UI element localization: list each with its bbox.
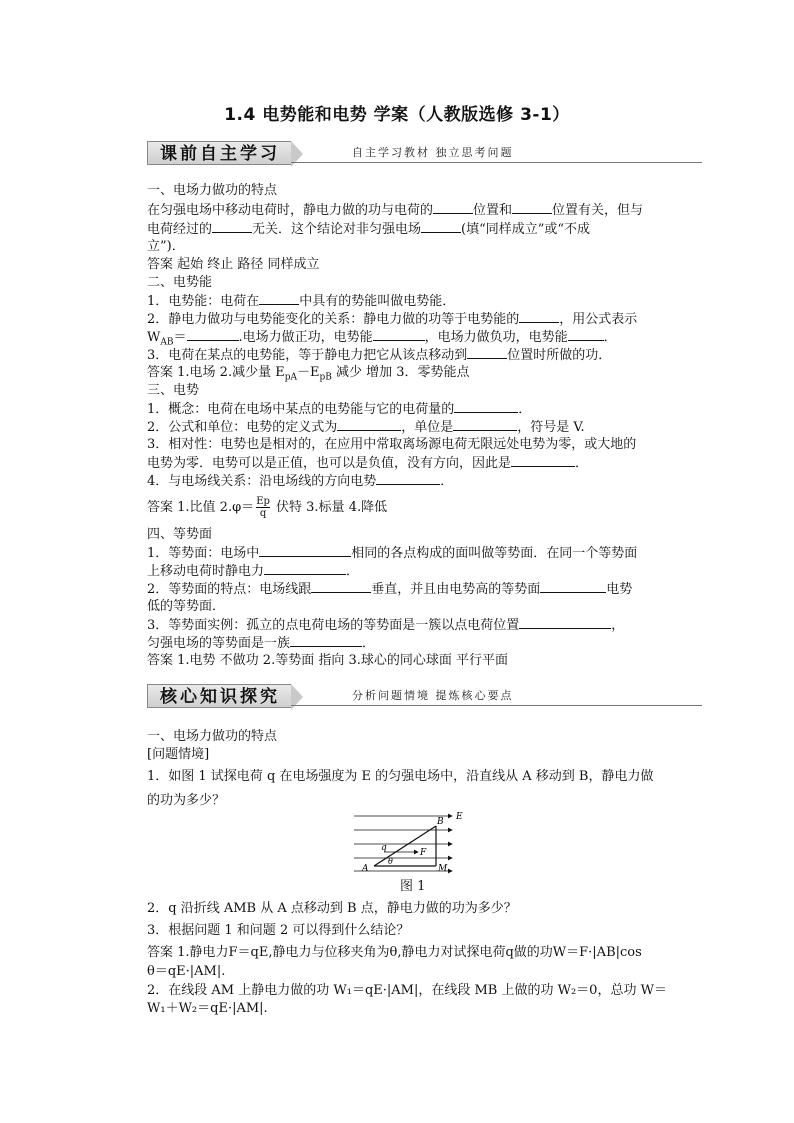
- section-heading: 一、电场力做功的特点: [147, 183, 278, 198]
- label-e: E: [456, 812, 463, 822]
- fraction: $\frac{Ep}{q}$: [256, 496, 270, 519]
- text-line: 1．概念：电荷在电场中某点的电势能与它的电荷量的 ．: [147, 402, 532, 417]
- answer-line: 答案 1.比值 2.φ＝ $\frac{Ep}{q}$ 伏特 3.标量 4.降低: [147, 496, 388, 519]
- text-line: 匀强电场的等势面是一族 ．: [147, 636, 376, 651]
- answer-line: W₁＋W₂＝qE·|AM|.: [147, 1001, 268, 1016]
- section-banner-core: [147, 684, 702, 710]
- text-line: 3．电荷在某点的电势能，等于静电力把它从该点移动到 位置时所做的功．: [147, 348, 612, 363]
- label-theta: θ: [388, 857, 393, 866]
- text-line: 电荷经过的 无关．这个结论对非匀强电场 (填“同样成立”或“不成: [147, 222, 591, 237]
- text-line: 2．等势面的特点：电场线跟 垂直，并且由电势高的等势面 电势: [147, 582, 633, 597]
- answer-line: 答案 1.电势 不做功 2.等势面 指向 3.球心的同心球面 平行平面: [147, 653, 509, 668]
- text-line: 立”)．: [147, 239, 185, 254]
- section-banner-preview: [147, 141, 702, 167]
- banner-subtitle: 自主学习教材 独立思考问题: [352, 146, 514, 159]
- text-line: 上移动电荷时静电力 ．: [147, 564, 360, 579]
- label-b: B: [437, 817, 444, 827]
- figure-caption: 图 1: [400, 879, 426, 894]
- section-heading: 四、等势面: [147, 527, 213, 542]
- text-line: 3．相对性：电势也是相对的，在应用中常取离场源电荷无限远处电势为零，或大地的: [147, 437, 637, 452]
- text-line: 1．电势能：电荷在 中具有的势能叫做电势能．: [147, 294, 456, 309]
- label-f: F: [420, 848, 427, 858]
- section-heading: 二、电势能: [147, 275, 213, 290]
- section-heading: 三、电势: [147, 383, 200, 398]
- label-m: M: [438, 864, 448, 874]
- text-line: 1．等势面：电场中 相同的各点构成的面叫做等势面．在同一个等势面: [147, 546, 638, 561]
- text-line: 在匀强电场中移动电荷时，静电力做的功与电荷的 位置和 位置有关，但与: [147, 203, 644, 218]
- text-line: 1．如图 1 试探电荷 q 在电场强度为 E 的匀强电场中，沿直线从 A 移动到 B，静电力做: [147, 769, 654, 784]
- answer-line: 2．在线段 AM 上静电力做的功 W₁＝qE·|AM|，在线段 MB 上做的功 W₂＝0，总功 W＝: [147, 983, 667, 998]
- banner-subtitle: 分析问题情境 提炼核心要点: [352, 689, 514, 702]
- banner-rule: [291, 162, 702, 163]
- text-line: 3．根据问题 1 和问题 2 可以得到什么结论？: [147, 923, 410, 938]
- banner-tab: 课前自主学习: [147, 141, 291, 165]
- page-title: 1.4 电势能和电势 学案（人教版选修 3-1）: [224, 105, 570, 125]
- text-line: $W_{AB}=$ .电场力做正功，电势能 ，电场力做负功，电势能 ．: [147, 330, 617, 348]
- text-line: 低的等势面．: [147, 599, 226, 614]
- text-line: 4．与电场线关系：沿电场线的方向电势 ．: [147, 474, 454, 489]
- label-a: A: [362, 864, 369, 874]
- answer-line: θ＝qE·|AM|.: [147, 964, 226, 979]
- text-line: 电势为零．电势可以是正值，也可以是负值，没有方向，因此是 ．: [147, 456, 589, 471]
- banner-tab: 核心知识探究: [147, 684, 291, 708]
- answer-line: 答案 1.电场 2.减少量 $E_{pA}-E_{pB}$ 减少 增加 3．零势能点: [147, 365, 470, 383]
- text-line: 2．公式和单位：电势的定义式为 ，单位是 ，符号是 V.: [147, 420, 585, 435]
- banner-rule: [291, 705, 702, 706]
- answer-line: 答案 起始 终止 路径 同样成立: [147, 257, 320, 272]
- section-heading: 一、电场力做功的特点: [147, 729, 278, 744]
- text-line: 3．等势面实例：孤立的点电荷电场的等势面是一簇以点电荷位置 ，: [147, 618, 625, 633]
- label-q: q: [381, 843, 387, 853]
- text-line: 2．q 沿折线 AMB 从 A 点移动到 B 点，静电力做的功为多少？: [147, 901, 517, 916]
- text-line: 2．静电力做功与电势能变化的关系：静电力做的功等于电势能的 ，用公式表示: [147, 312, 638, 327]
- answer-line: 答案 1.静电力F＝qE,静电力与位移夹角为θ,静电力对试探电荷q做的功W＝F·|AB|cos: [147, 945, 642, 960]
- text-line: 的功为多少？: [147, 793, 226, 808]
- problem-label: [问题情境]: [147, 747, 210, 762]
